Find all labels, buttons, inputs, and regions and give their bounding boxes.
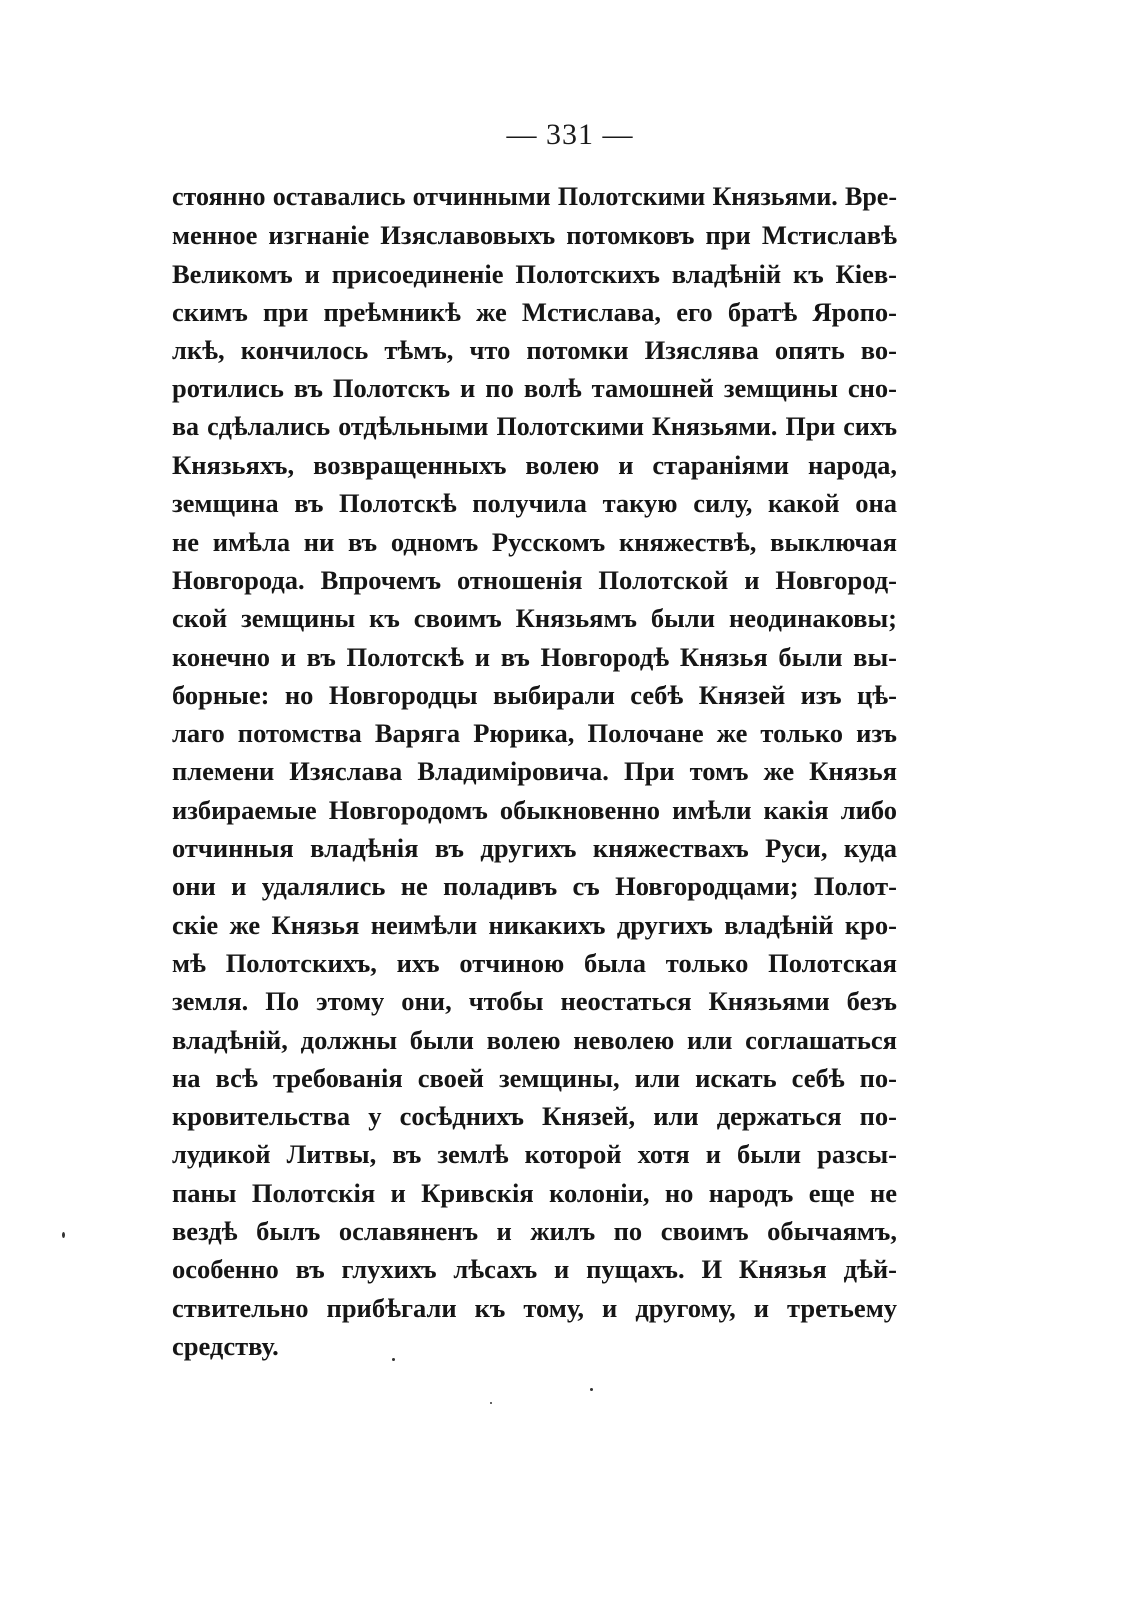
text-line: конечно и въ Полотскѣ и въ Новгородѣ Князья были вы- [172, 641, 897, 672]
scan-speck [62, 1232, 65, 1238]
text-line: лкѣ, кончилось тѣмъ, что потомки Изяслява опять во- [172, 335, 897, 366]
text-line: лудикой Литвы, въ землѣ которой хотя и были разсы- [172, 1139, 897, 1170]
text-line: ва сдѣлались отдѣльными Полотскими Князьями. При сихъ [172, 411, 897, 441]
text-line: скимъ при преѣмникѣ же Мстислава, его братѣ Яропо- [172, 296, 897, 327]
text-line: Новгорода. Впрочемъ отношенія Полотской и Новгород- [172, 564, 897, 595]
text-line: вездѣ былъ ославяненъ и жилъ по своимъ обычаямъ, [172, 1216, 897, 1247]
scan-speck [590, 1388, 593, 1391]
text-line: избираемые Новгородомъ обыкновенно имѣли какія либо [172, 794, 897, 825]
scan-speck [490, 1402, 492, 1404]
text-line: кровительства у сосѣднихъ Князей, или держаться по- [172, 1101, 897, 1132]
text-line-last: средству. [172, 1330, 279, 1361]
text-line: племени Изяслава Владиміровича. При томъ же Князья [172, 756, 897, 787]
text-line: мѣ Полотскихъ, ихъ отчиною была только Полотская [172, 947, 897, 978]
text-line: они и удалялись не поладивъ съ Новгородцами; Полот- [172, 871, 897, 902]
text-line: Великомъ и присоединеніе Полотскихъ владѣній къ Кіев- [172, 258, 897, 289]
body-text [172, 178, 897, 1365]
scan-speck [392, 1358, 395, 1361]
text-line: паны Полотскія и Кривскія колоніи, но народъ еще не [172, 1177, 897, 1208]
text-line: владѣній, должны были волею неволею или соглашаться [172, 1024, 897, 1055]
text-line: лаго потомства Варяга Рюрика, Полочане же только изъ [172, 718, 897, 749]
text-line: ской земщины къ своимъ Князьямъ были неодинаковы; [172, 603, 897, 634]
text-line: отчинныя владѣнія въ другихъ княжествахъ Руси, куда [172, 833, 897, 864]
text-line: особенно въ глухихъ лѣсахъ и пущахъ. И Князья дѣй- [172, 1254, 897, 1285]
text-line: Князьяхъ, возвращенныхъ волею и стараніями народа, [172, 450, 897, 481]
text-line: скіе же Князья неимѣли никакихъ другихъ владѣній кро- [172, 909, 897, 940]
text-line: стоянно оставались отчинными Полотскими Князьями. Вре- [172, 182, 897, 211]
text-line: ствительно прибѣгали къ тому, и другому, и третьему [172, 1292, 897, 1323]
text-line: на всѣ требованія своей земщины, или искать себѣ по- [172, 1062, 897, 1093]
text-line: борные: но Новгородцы выбирали себѣ Князей изъ цѣ- [172, 679, 897, 710]
text-line: ротились въ Полотскъ и по волѣ тамошней земщины сно- [172, 373, 897, 404]
text-line: земля. По этому они, чтобы неостаться Князьями безъ [172, 986, 897, 1017]
text-line: земщина въ Полотскѣ получила такую силу, какой она [172, 488, 897, 519]
page-number: — 331 — [506, 118, 634, 151]
text-line: не имѣла ни въ одномъ Русскомъ княжествѣ, выключая [172, 526, 897, 557]
text-line: менное изгнаніе Изяславовыхъ потомковъ при Мстиславѣ [172, 220, 897, 251]
